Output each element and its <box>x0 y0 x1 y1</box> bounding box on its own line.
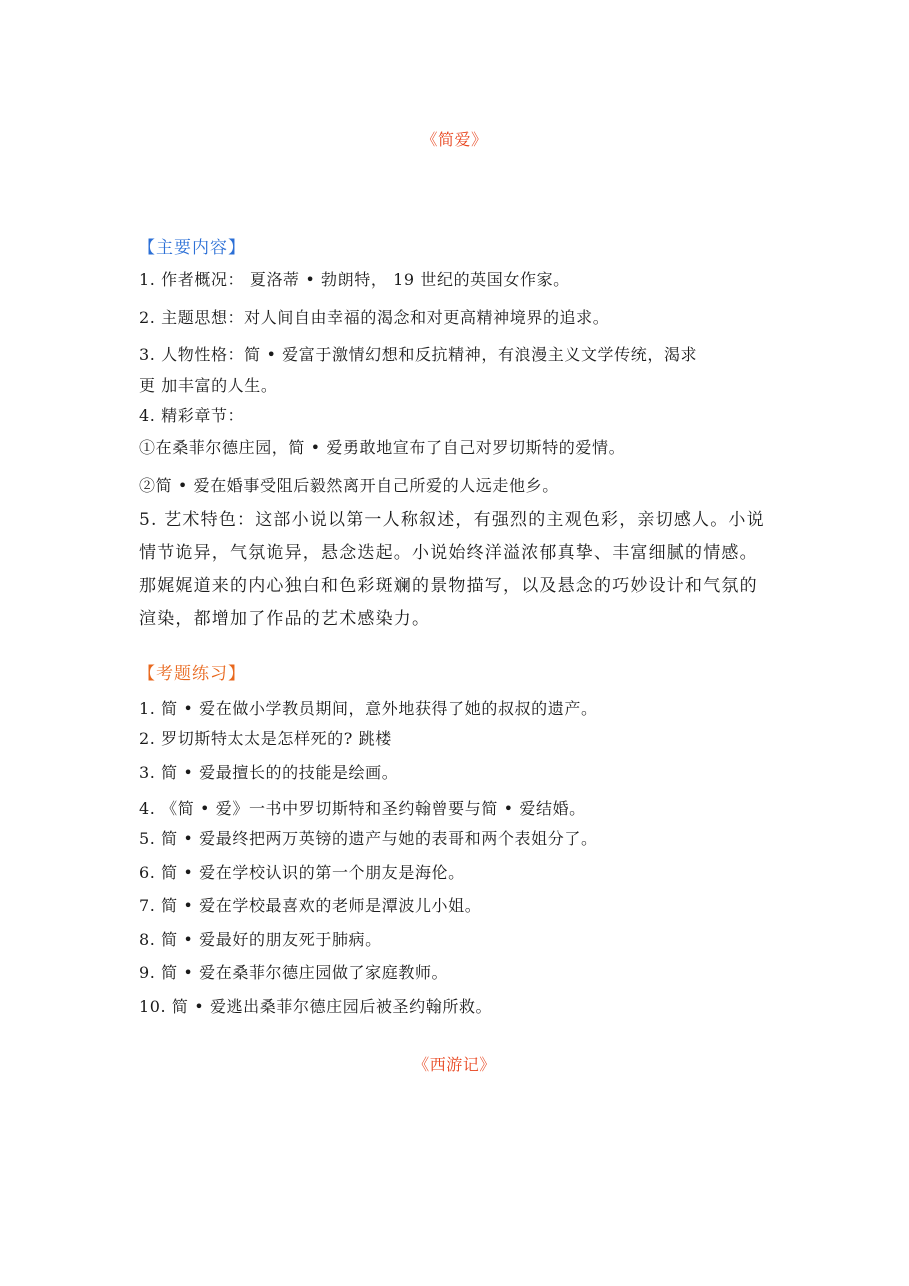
main-item-chapters: 4. 精彩章节： <box>139 406 245 425</box>
exercise-item: 2. 罗切斯特太太是怎样死的? 跳楼 <box>139 729 392 748</box>
book-title-jane-eyre: 《简爱》 <box>421 130 488 149</box>
main-item-art-features: 5. 艺术特色：这部小说以第一人称叙述，有强烈的主观色彩，亲切感人。小说情节诡异，气氛诡异，悬念迭起。小说始终洋溢浓郁真挚、丰富细腻的情感。那娓娓道来的内心独白和色彩斑斓的景物描写，以及悬念的巧妙设计和气氛的渲染，都增加了作品的艺术感染力。 <box>139 510 765 629</box>
main-item-theme: 2. 主题思想：对人间自由幸福的渴念和对更高精神境界的追求。 <box>139 308 610 327</box>
main-item-chapter-a: ①在桑菲尔德庄园，简 • 爱勇敢地宣布了自己对罗切斯特的爱情。 <box>139 438 626 457</box>
exercise-item: 3. 简 • 爱最擅长的的技能是绘画。 <box>139 763 399 782</box>
main-item-author: 1. 作者概况： 夏洛蒂 • 勃朗特， 19 世纪的英国女作家。 <box>139 270 570 289</box>
exercise-item: 4. 《简 • 爱》一书中罗切斯特和圣约翰曾要与简 • 爱结婚。 <box>139 799 586 818</box>
exercise-item: 1. 简 • 爱在做小学教员期间，意外地获得了她的叔叔的遗产。 <box>139 699 598 718</box>
exercise-item: 9. 简 • 爱在桑菲尔德庄园做了家庭教师。 <box>139 963 449 982</box>
exercises-heading: 【考题练习】 <box>138 664 246 684</box>
exercise-item: 5. 简 • 爱最终把两万英镑的遗产与她的表哥和两个表姐分了。 <box>139 829 598 848</box>
exercise-item: 6. 简 • 爱在学校认识的第一个朋友是海伦。 <box>139 863 465 882</box>
exercise-item: 10. 简 • 爱逃出桑菲尔德庄园后被圣约翰所救。 <box>139 997 493 1016</box>
exercise-item: 8. 简 • 爱最好的朋友死于肺病。 <box>139 930 382 949</box>
exercise-item: 7. 简 • 爱在学校最喜欢的老师是潭波儿小姐。 <box>139 896 482 915</box>
main-content-heading: 【主要内容】 <box>138 238 246 258</box>
main-item-character-line1: 3. 人物性格：简 • 爱富于激情幻想和反抗精神，有浪漫主义文学传统，渴求 <box>139 345 698 364</box>
main-item-chapter-b: ②简 • 爱在婚事受阻后毅然离开自己所爱的人远走他乡。 <box>139 476 559 495</box>
main-item-character-line2: 更 加丰富的人生。 <box>139 376 278 395</box>
book-title-journey-to-the-west: 《西游记》 <box>413 1055 496 1074</box>
